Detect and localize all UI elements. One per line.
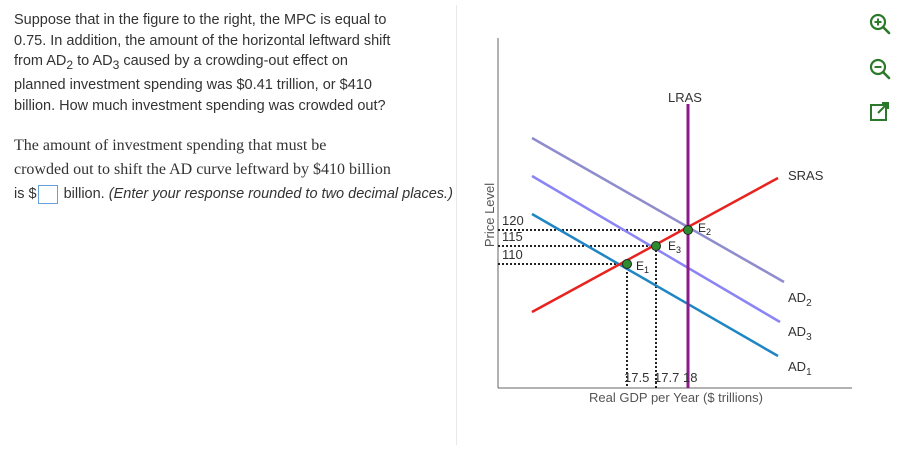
zoom-out-icon[interactable] xyxy=(868,57,892,81)
answer-instruction: (Enter your response rounded to two decimal places.) xyxy=(108,186,453,202)
answer-line: The amount of investment spending that must be xyxy=(14,137,327,154)
answer-suffix: billion. xyxy=(59,186,109,202)
y-tick: 115 xyxy=(502,229,523,244)
popout-icon[interactable] xyxy=(868,100,892,124)
ad3-label: $AD_3$ xyxy=(788,324,812,343)
sras-label: SRAS xyxy=(788,168,824,183)
question-line: planned investment spending was $0.41 trillion, or $410 xyxy=(14,77,372,94)
x-axis-label: Real GDP per Year ($ trillions) xyxy=(589,390,763,405)
answer-input[interactable] xyxy=(38,185,58,204)
zoom-in-icon[interactable] xyxy=(868,12,892,36)
answer-prefix: is $ xyxy=(14,186,37,202)
ad-as-graph xyxy=(476,20,856,420)
answer-prompt xyxy=(14,134,454,206)
ad2-curve xyxy=(532,138,784,282)
e3-label: $E_3$ xyxy=(668,239,682,255)
panel-divider xyxy=(456,5,457,445)
e2-point xyxy=(684,226,693,235)
x-tick: 17.7 xyxy=(654,370,680,385)
question-line: from $AD_2$ to $AD_3$ caused by a crowding-out effect on xyxy=(14,53,348,72)
e2-label: $E_2$ xyxy=(698,221,712,237)
x-tick: 18 xyxy=(683,370,698,385)
question-line: billion. How much investment spending was crowded out? xyxy=(14,97,386,114)
ad1-label: $AD_1$ xyxy=(788,359,812,378)
question-line: Suppose that in the figure to the right, the MPC is equal to xyxy=(14,12,387,28)
ad2-label: $AD_2$ xyxy=(788,290,812,309)
question-text xyxy=(14,10,444,116)
question-line: 0.75. In addition, the amount of the horizontal leftward shift xyxy=(14,32,391,49)
e3-point xyxy=(652,242,661,251)
y-tick: 110 xyxy=(502,247,523,262)
e1-label: $E_1$ xyxy=(636,259,650,275)
x-tick: 17.5 xyxy=(624,370,650,385)
lras-label: LRAS xyxy=(668,90,702,105)
e1-point xyxy=(623,260,632,269)
answer-line: crowded out to shift the AD curve leftward by $410 billion xyxy=(14,161,391,178)
y-tick: 120 xyxy=(502,213,524,228)
y-axis-label: Price Level xyxy=(482,182,497,248)
